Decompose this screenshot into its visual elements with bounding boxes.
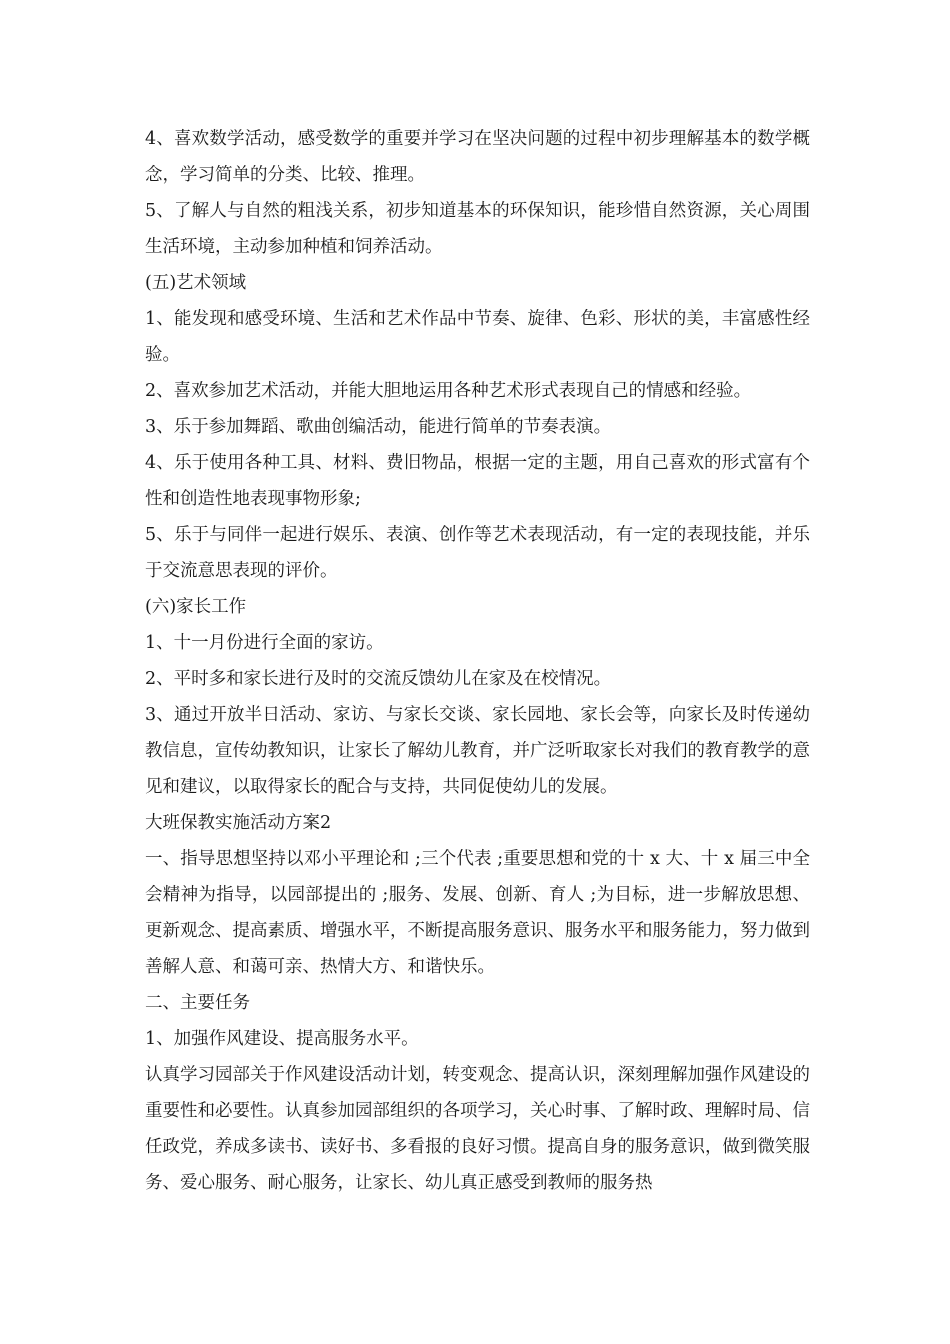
paragraph-parents-2: 2、平时多和家长进行及时的交流反馈幼儿在家及在校情况。: [145, 669, 612, 689]
document-section-title: 大班保教实施活动方案2: [145, 813, 332, 833]
section-heading-parents: (六)家长工作: [145, 597, 247, 617]
paragraph-art-4: 4、乐于使用各种工具、材料、费旧物品，根据一定的主题，用自己喜欢的形式富有个性和创造性地表现事物形象;: [145, 453, 810, 509]
paragraph-parents-3: 3、通过开放半日活动、家访、与家长交谈、家长园地、家长会等，向家长及时传递幼教信息，宣传幼教知识，让家长了解幼儿教育，并广泛听取家长对我们的教育教学的意见和建议，以取得家长的配合与支持，共同促使幼儿的发展。: [145, 705, 810, 797]
paragraph-parents-1: 1、十一月份进行全面的家访。: [145, 633, 384, 653]
paragraph-nature-5: 5、了解人与自然的粗浅关系，初步知道基本的环保知识，能珍惜自然资源，关心周围生活环境，主动参加种植和饲养活动。: [145, 201, 810, 257]
paragraph-art-3: 3、乐于参加舞蹈、歌曲创编活动，能进行简单的节奏表演。: [145, 417, 612, 437]
paragraph-art-2: 2、喜欢参加艺术活动，并能大胆地运用各种艺术形式表现自己的情感和经验。: [145, 381, 752, 401]
paragraph-math-4: 4、喜欢数学活动，感受数学的重要并学习在坚决问题的过程中初步理解基本的数学概念，学习简单的分类、比较、推理。: [145, 129, 810, 185]
paragraph-art-5: 5、乐于与同伴一起进行娱乐、表演、创作等艺术表现活动，有一定的表现技能，并乐于交流意思表现的评价。: [145, 525, 810, 581]
paragraph-guiding-thought: 一、指导思想坚持以邓小平理论和 ;三个代表 ;重要思想和党的十 x 大、十 x 届三中全会精神为指导，以园部提出的 ;服务、发展、创新、育人 ;为目标，进一步解放思想、更新观念、提高素质、增强水平，不断提高服务意识、服务水平和服务能力，努力做到善解人意、和蔼可亲、热情大方、和谐快乐。: [145, 849, 810, 977]
section-heading-art: (五)艺术领域: [145, 273, 247, 293]
section-heading-main-tasks: 二、主要任务: [145, 993, 250, 1013]
paragraph-task-1: 1、加强作风建设、提高服务水平。: [145, 1029, 419, 1049]
paragraph-task-1-detail: 认真学习园部关于作风建设活动计划，转变观念、提高认识，深刻理解加强作风建设的重要性和必要性。认真参加园部组织的各项学习，关心时事、了解时政、理解时局、信任政党，养成多读书、读好书、多看报的良好习惯。提高自身的服务意识，做到微笑服务、爱心服务、耐心服务，让家长、幼儿真正感受到教师的服务热: [145, 1065, 810, 1193]
document-body: [145, 121, 810, 1201]
paragraph-art-1: 1、能发现和感受环境、生活和艺术作品中节奏、旋律、色彩、形状的美，丰富感性经验。: [145, 309, 810, 365]
